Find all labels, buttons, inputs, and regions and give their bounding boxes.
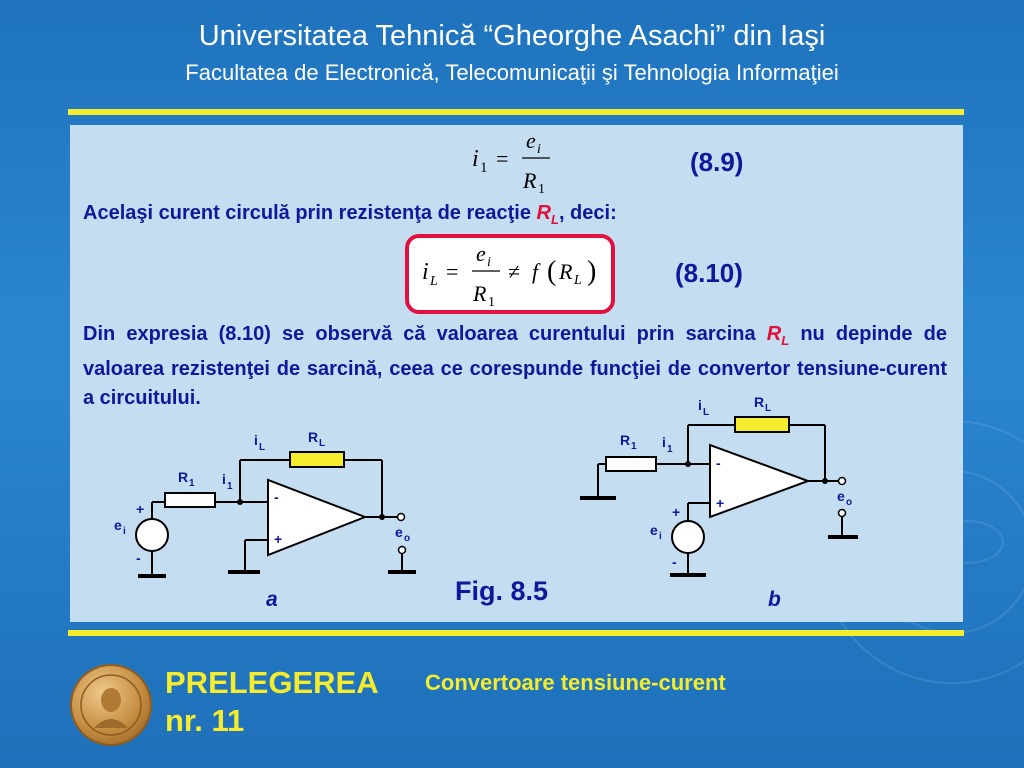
university-title: Universitatea Tehnică “Gheorghe Asachi” din Iaşi: [198, 20, 826, 52]
svg-text:L: L: [765, 403, 772, 414]
svg-text:+: +: [274, 531, 283, 547]
svg-text:1: 1: [189, 478, 195, 489]
svg-text:e: e: [526, 128, 536, 153]
svg-text:R: R: [620, 432, 631, 448]
svg-text:1: 1: [667, 444, 673, 455]
text-line-1-end: , deci:: [558, 202, 617, 224]
equation-number-8-10: (8.10): [675, 258, 743, 288]
svg-text:): ): [587, 256, 597, 287]
svg-text:=: =: [446, 259, 459, 284]
bottom-divider: [68, 630, 964, 636]
svg-text:(: (: [547, 256, 557, 287]
text-line-1: [83, 202, 617, 227]
svg-text:+: +: [672, 504, 681, 520]
top-divider: [68, 109, 964, 115]
svg-text:+: +: [716, 495, 725, 511]
svg-text:o: o: [846, 497, 853, 508]
svg-text:R: R: [559, 259, 573, 284]
svg-text:1: 1: [538, 182, 545, 197]
svg-text:e: e: [114, 517, 122, 533]
svg-text:e: e: [476, 241, 486, 266]
svg-text:e: e: [395, 524, 403, 540]
svg-text:R: R: [754, 394, 765, 410]
svg-text:-: -: [672, 554, 677, 570]
lecture-number: nr. 11: [165, 703, 245, 738]
svg-text:i: i: [222, 471, 226, 487]
svg-text:i: i: [254, 432, 258, 448]
svg-text:1: 1: [227, 481, 233, 492]
circuit-diagram-a: [110, 420, 440, 590]
seal-portrait-icon: [70, 664, 152, 746]
svg-text:e: e: [650, 522, 658, 538]
svg-text:R: R: [473, 281, 487, 306]
svg-text:e: e: [837, 488, 845, 504]
svg-text:+: +: [136, 501, 145, 517]
svg-text:-: -: [274, 489, 279, 505]
svg-text:i: i: [698, 397, 702, 413]
svg-text:R: R: [523, 168, 537, 193]
svg-text:L: L: [703, 407, 710, 418]
svg-text:i: i: [422, 259, 429, 285]
equation-number-8-9: (8.9): [690, 147, 744, 177]
figure-label-b: b: [768, 588, 781, 611]
svg-text:=: =: [496, 146, 509, 171]
figure-caption: Fig. 8.5: [455, 576, 549, 606]
lecture-label-line-1: PRELEGEREA: [165, 665, 379, 700]
svg-text:i: i: [659, 531, 662, 542]
formula-8-10: [404, 233, 616, 315]
figure-label-a: a: [266, 588, 278, 611]
circuit-diagram-b: [570, 385, 890, 585]
faculty-title: Facultatea de Electronică, Telecomunicaţii şi Tehnologia Informaţiei: [185, 60, 839, 85]
svg-text:f: f: [532, 259, 539, 284]
lecture-label: [165, 664, 379, 740]
svg-text:i: i: [487, 255, 491, 270]
svg-text:L: L: [259, 442, 266, 453]
text-line-1-start: Acelaşi curent circulă prin rezistenţa de reacţie: [83, 202, 531, 224]
svg-text:i: i: [472, 146, 479, 172]
lecture-topic: Convertoare tensiune-curent: [425, 670, 726, 695]
symbol-rl-paragraph: $R_L$: [766, 323, 790, 348]
svg-text:1: 1: [480, 160, 488, 176]
symbol-rl: $R_L$: [536, 202, 559, 227]
svg-text:i: i: [662, 434, 666, 450]
svg-text:1: 1: [488, 295, 495, 310]
svg-text:L: L: [430, 274, 438, 289]
svg-text:R: R: [178, 469, 189, 485]
svg-text:i: i: [537, 142, 541, 157]
svg-text:o: o: [404, 533, 411, 544]
formula-8-9: [460, 128, 560, 198]
svg-text:i: i: [123, 526, 126, 537]
svg-text:-: -: [716, 455, 721, 471]
svg-text:1: 1: [631, 441, 637, 452]
svg-text:≠: ≠: [508, 259, 521, 284]
svg-text:L: L: [574, 273, 582, 288]
explanation-paragraph: Din expresia (8.10) se observă că valoarea curentului prin sarcina $R_L$ nu depinde de valoarea rezistenţei de sarcină, ceea ce corespunde funcţiei de convertor tensiune-curent a circuitului.: [83, 323, 948, 409]
svg-text:-: -: [136, 550, 141, 566]
university-seal-logo: [70, 664, 152, 746]
svg-text:R: R: [308, 429, 319, 445]
svg-text:L: L: [319, 438, 326, 449]
